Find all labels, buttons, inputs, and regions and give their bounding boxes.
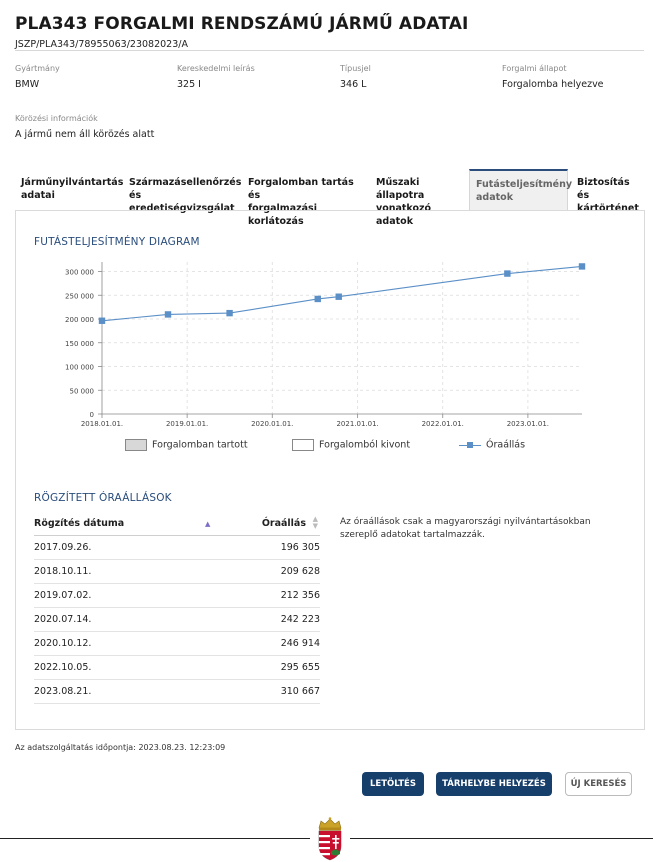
x-tick-label: 2023.01.01. [506, 420, 550, 428]
legend-item-in-circulation [125, 439, 248, 451]
records-table [34, 513, 320, 704]
info-label: Körözési információk [15, 114, 98, 123]
page-title: PLA343 FORGALMI RENDSZÁMÚ JÁRMŰ ADATAI [15, 14, 469, 34]
info-value: BMW [15, 79, 40, 90]
cell-date: 2018.10.11. [34, 566, 92, 577]
chart-y-ticks [65, 269, 94, 420]
y-tick-label: 0 [89, 411, 94, 419]
footer-divider-right [350, 838, 653, 839]
chart-x-ticks [81, 420, 549, 428]
tab-label-line: Futásteljesítmény [476, 179, 573, 190]
data-point [226, 310, 232, 316]
tab-label-line: forgalmazási korlátozás [248, 203, 317, 227]
legend-swatch [459, 439, 481, 451]
cell-odometer: 246 914 [280, 638, 320, 649]
y-tick-label: 250 000 [65, 292, 94, 301]
cell-odometer: 310 667 [280, 686, 320, 697]
info-wanted-status [15, 114, 154, 140]
chart-grid [102, 262, 582, 414]
chart-series [99, 263, 585, 324]
cell-date: 2020.10.12. [34, 638, 92, 649]
legend-label: Óraállás [486, 439, 526, 451]
table-row [34, 656, 320, 680]
new-search-button[interactable]: ÚJ KERESÉS [565, 772, 632, 796]
chart-axes [98, 262, 582, 418]
tab-label-line: adatai [21, 190, 55, 201]
x-tick-label: 2020.01.01. [251, 420, 294, 428]
tab-mileage-data[interactable] [469, 169, 573, 211]
sort-ascending-icon[interactable]: ▲ [205, 520, 211, 528]
legend-label: Forgalomban tartott [152, 439, 248, 451]
cell-date: 2023.08.21. [34, 686, 92, 697]
cell-date: 2022.10.05. [34, 662, 92, 673]
info-label: Forgalmi állapot [502, 64, 567, 73]
column-header-odometer[interactable]: Óraállás [261, 518, 306, 529]
info-trade-description [177, 64, 255, 90]
y-tick-label: 100 000 [65, 363, 94, 372]
cell-date: 2019.07.02. [34, 590, 92, 601]
sort-both-icon[interactable]: ▲ ▼ [312, 515, 318, 530]
mileage-note: Az óraállások csak a magyarországi nyilvántartásokban szereplő adatokat tartalmazzák. [340, 517, 591, 540]
tab-label-line: Forgalomban tartás és [248, 177, 354, 201]
legend-label: Forgalomból kivont [319, 439, 411, 451]
y-tick-label: 300 000 [65, 268, 94, 277]
data-point [336, 294, 342, 300]
table-header [34, 513, 320, 536]
cell-odometer: 209 628 [280, 566, 320, 577]
cell-odometer: 212 356 [280, 590, 320, 601]
y-tick-label: 50 000 [69, 387, 94, 396]
cell-odometer: 196 305 [280, 542, 320, 553]
info-value: A jármű nem áll körözés alatt [15, 129, 155, 140]
info-label: Gyártmány [15, 64, 60, 73]
data-point [165, 311, 171, 317]
x-tick-label: 2022.01.01. [421, 420, 464, 428]
tab-insurance-history[interactable] [571, 169, 645, 214]
info-value: 325 I [177, 79, 201, 90]
cell-odometer: 242 223 [280, 614, 320, 625]
title-divider [15, 50, 644, 51]
info-value: 346 L [340, 79, 367, 90]
tab-origin-check[interactable] [123, 169, 245, 214]
table-row [34, 560, 320, 584]
legend-swatch [125, 439, 147, 451]
tab-technical-condition[interactable] [370, 169, 470, 227]
info-type-code [340, 64, 371, 90]
tab-label-line: Biztosítás és [577, 177, 630, 201]
cell-odometer: 295 655 [280, 662, 320, 673]
info-label: Típusjel [340, 64, 371, 73]
cell-date: 2020.07.14. [34, 614, 92, 625]
x-tick-label: 2019.01.01. [165, 420, 209, 428]
data-point [504, 270, 510, 276]
chart-section-title: FUTÁSTELJESÍTMÉNY DIAGRAM [34, 236, 200, 248]
download-button[interactable]: LETÖLTÉS [362, 772, 424, 796]
info-value: Forgalomba helyezve [502, 79, 604, 90]
legend-item-odometer [459, 439, 525, 451]
column-header-date[interactable]: Rögzítés dátuma [34, 518, 125, 529]
records-section-title: RÖGZÍTETT ÓRAÁLLÁSOK [34, 492, 172, 504]
data-point [99, 318, 105, 324]
footer-divider-left [0, 838, 310, 839]
legend-swatch [292, 439, 314, 451]
tab-label-line: Származásellenőrzés [129, 177, 242, 188]
info-manufacturer [15, 64, 60, 90]
data-point [315, 296, 321, 302]
tab-label-line: Járműnyilvántartás [21, 177, 124, 188]
store-button[interactable]: TÁRHELYBE HELYEZÉS [436, 772, 552, 796]
tab-bar [15, 169, 645, 227]
mileage-chart [30, 258, 600, 436]
document-id: JSZP/PLA343/78955063/23082023/A [15, 39, 188, 50]
table-row [34, 536, 320, 560]
legend-item-withdrawn [292, 439, 410, 451]
tab-label-line: vonatkozó adatok [376, 203, 432, 227]
y-tick-label: 200 000 [65, 316, 94, 324]
table-row [34, 632, 320, 656]
info-registration-status [502, 64, 604, 90]
tab-label-line: és eredetiségvizsgálat [129, 190, 235, 214]
table-row [34, 608, 320, 632]
table-row [34, 584, 320, 608]
y-tick-label: 150 000 [65, 339, 94, 348]
tab-label-line: kártörténet [577, 203, 639, 214]
coat-of-arms-icon [315, 816, 345, 862]
x-tick-label: 2021.01.01. [336, 420, 379, 428]
tab-label-line: Műszaki állapotra [376, 177, 425, 201]
tab-circulation-restrictions[interactable] [242, 169, 374, 227]
table-row [34, 680, 320, 704]
info-label: Kereskedelmi leírás [177, 64, 255, 73]
tab-registry-data[interactable] [15, 169, 125, 211]
data-timestamp: Az adatszolgáltatás időpontja: 2023.08.23. 12:23:09 [15, 743, 226, 752]
x-tick-label: 2018.01.01. [80, 420, 124, 428]
tab-label-line: adatok [476, 192, 514, 203]
data-point [579, 263, 585, 269]
cell-date: 2017.09.26. [34, 542, 92, 553]
